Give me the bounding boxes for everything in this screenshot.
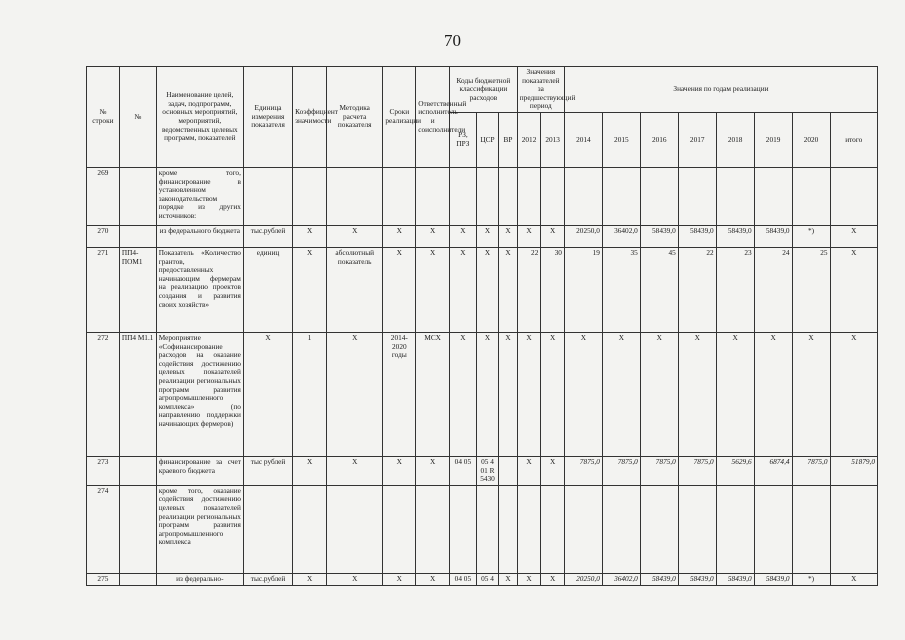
cell-v2012 [517, 485, 541, 573]
header-2012: 2012 [517, 112, 541, 167]
cell-csr: 05 4 [476, 573, 499, 585]
header-2020: 2020 [792, 112, 830, 167]
cell-vr: Х [499, 247, 517, 332]
cell-terms: Х [383, 573, 416, 585]
cell-v2014: 7875,0 [564, 456, 602, 485]
header-prev-period: Значения показателей за предшествующий период [517, 67, 564, 113]
cell-total: Х [830, 225, 878, 247]
cell-v2013: Х [541, 456, 565, 485]
cell-v2018: 5629,6 [716, 456, 754, 485]
cell-name: из федерального бюджета [156, 225, 243, 247]
header-rz: РЗ, ПРЗ [450, 112, 477, 167]
cell-vr [499, 456, 517, 485]
cell-v2019: 24 [754, 247, 792, 332]
cell-v2012: Х [517, 456, 541, 485]
cell-v2016: 45 [640, 247, 678, 332]
cell-v2015: Х [602, 332, 640, 456]
header-vr: ВР [499, 112, 517, 167]
cell-rz [450, 167, 477, 225]
cell-no [119, 485, 156, 573]
cell-v2020: 7875,0 [792, 456, 830, 485]
header-2017: 2017 [678, 112, 716, 167]
cell-method: абсолютный показатель [327, 247, 383, 332]
cell-v2020: *) [792, 573, 830, 585]
cell-v2015: 36402,0 [602, 573, 640, 585]
cell-v2017: 58439,0 [678, 573, 716, 585]
cell-rz: Х [450, 247, 477, 332]
cell-vr [499, 167, 517, 225]
cell-v2014: Х [564, 332, 602, 456]
cell-v2020: *) [792, 225, 830, 247]
cell-v2017 [678, 167, 716, 225]
cell-v2014: 19 [564, 247, 602, 332]
cell-total [830, 167, 878, 225]
cell-v2019: 58439,0 [754, 573, 792, 585]
cell-vr: Х [499, 225, 517, 247]
cell-coef: Х [293, 456, 327, 485]
cell-terms: Х [383, 247, 416, 332]
cell-name: Показатель «Количество грантов, предоставленных начинающим фермерам на реализацию проектов создания и развития своих хозяйств» [156, 247, 243, 332]
cell-method [327, 167, 383, 225]
header-terms: Сроки реализации [383, 67, 416, 168]
cell-unit: тыс.рублей [243, 573, 292, 585]
program-table [86, 66, 878, 586]
cell-v2018: Х [716, 332, 754, 456]
cell-method [327, 485, 383, 573]
cell-terms [383, 485, 416, 573]
cell-v2013: 30 [541, 247, 565, 332]
header-no: № [119, 67, 156, 168]
cell-v2017: 22 [678, 247, 716, 332]
cell-v2014 [564, 167, 602, 225]
cell-exec: Х [416, 573, 450, 585]
table-row [87, 167, 878, 225]
cell-rz: 04 05 [450, 573, 477, 585]
cell-no [119, 225, 156, 247]
cell-v2013: Х [541, 573, 565, 585]
cell-v2013 [541, 485, 565, 573]
cell-row: 272 [87, 332, 120, 456]
header-method: Методика расчета показателя [327, 67, 383, 168]
header-2013: 2013 [541, 112, 565, 167]
table-body [87, 167, 878, 585]
cell-v2017 [678, 485, 716, 573]
cell-name: кроме того, оказание содействия достижению целевых показателей реализации региональных программ развития агропромышленного комплекса [156, 485, 243, 573]
cell-v2013: Х [541, 332, 565, 456]
cell-total: 51879,0 [830, 456, 878, 485]
header-executor: Ответственный исполнитель и соисполнители [416, 67, 450, 168]
cell-total [830, 485, 878, 573]
cell-no: ПП4 М1.1 [119, 332, 156, 456]
header-2018: 2018 [716, 112, 754, 167]
cell-terms: Х [383, 456, 416, 485]
cell-exec: МСХ [416, 332, 450, 456]
cell-v2019: Х [754, 332, 792, 456]
cell-v2017: 58439,0 [678, 225, 716, 247]
table-row [87, 225, 878, 247]
cell-method: Х [327, 225, 383, 247]
cell-v2019: 6874,4 [754, 456, 792, 485]
header-by-years: Значения по годам реализации [564, 67, 877, 113]
cell-v2012 [517, 167, 541, 225]
cell-coef: Х [293, 225, 327, 247]
cell-coef [293, 485, 327, 573]
cell-exec [416, 485, 450, 573]
cell-row: 275 [87, 573, 120, 585]
cell-name: кроме того, финансирование в установленном законодательством порядке из других источников: [156, 167, 243, 225]
header-total: итого [830, 112, 878, 167]
cell-name: Мероприятие «Софинансирование расходов на оказание содействия достижению целевых показателей реализации региональных программ развития агропромышленного комплекса» (по направлению поддержки начинающих фермеров) [156, 332, 243, 456]
cell-exec: Х [416, 247, 450, 332]
cell-method: Х [327, 456, 383, 485]
cell-unit: тыс рублей [243, 456, 292, 485]
header-coef: Коэффициент значимости [293, 67, 327, 168]
cell-coef: Х [293, 573, 327, 585]
table-row [87, 485, 878, 573]
cell-total: Х [830, 247, 878, 332]
cell-v2017: Х [678, 332, 716, 456]
cell-v2018 [716, 485, 754, 573]
cell-v2016: Х [640, 332, 678, 456]
header-csr: ЦСР [476, 112, 499, 167]
cell-row: 273 [87, 456, 120, 485]
cell-v2019: 58439,0 [754, 225, 792, 247]
cell-v2013: Х [541, 225, 565, 247]
cell-exec [416, 167, 450, 225]
cell-v2015: 36402,0 [602, 225, 640, 247]
cell-v2016: 58439,0 [640, 573, 678, 585]
cell-v2015 [602, 485, 640, 573]
table-row [87, 332, 878, 456]
cell-v2015 [602, 167, 640, 225]
cell-unit: единиц [243, 247, 292, 332]
cell-v2012: Х [517, 573, 541, 585]
cell-rz: Х [450, 225, 477, 247]
cell-v2018 [716, 167, 754, 225]
header-row-no: № строки [87, 67, 120, 168]
cell-v2016 [640, 485, 678, 573]
cell-vr: Х [499, 573, 517, 585]
cell-rz: Х [450, 332, 477, 456]
cell-v2020 [792, 485, 830, 573]
cell-v2015: 35 [602, 247, 640, 332]
cell-v2014: 20250,0 [564, 573, 602, 585]
cell-coef [293, 167, 327, 225]
cell-exec: Х [416, 225, 450, 247]
cell-v2018: 58439,0 [716, 225, 754, 247]
cell-total: Х [830, 573, 878, 585]
cell-csr [476, 485, 499, 573]
cell-csr: Х [476, 332, 499, 456]
cell-v2020: Х [792, 332, 830, 456]
header-2014: 2014 [564, 112, 602, 167]
cell-v2016: 7875,0 [640, 456, 678, 485]
cell-name: финансирование за счет краевого бюджета [156, 456, 243, 485]
cell-csr: Х [476, 247, 499, 332]
cell-v2018: 23 [716, 247, 754, 332]
cell-vr [499, 485, 517, 573]
cell-v2012: 22 [517, 247, 541, 332]
cell-method: Х [327, 573, 383, 585]
cell-csr: Х [476, 225, 499, 247]
cell-v2019 [754, 485, 792, 573]
cell-no [119, 573, 156, 585]
cell-csr: 05 4 01 R 5430 [476, 456, 499, 485]
cell-exec: Х [416, 456, 450, 485]
cell-v2014 [564, 485, 602, 573]
cell-row: 271 [87, 247, 120, 332]
cell-vr: Х [499, 332, 517, 456]
table-row [87, 456, 878, 485]
cell-terms: Х [383, 225, 416, 247]
cell-csr [476, 167, 499, 225]
cell-coef: 1 [293, 332, 327, 456]
cell-rz: 04 05 [450, 456, 477, 485]
cell-row: 274 [87, 485, 120, 573]
cell-total: Х [830, 332, 878, 456]
cell-unit: тыс.рублей [243, 225, 292, 247]
cell-v2019 [754, 167, 792, 225]
cell-v2012: Х [517, 332, 541, 456]
cell-v2020: 25 [792, 247, 830, 332]
cell-v2016 [640, 167, 678, 225]
cell-method: Х [327, 332, 383, 456]
cell-v2014: 20250,0 [564, 225, 602, 247]
header-name: Наименование целей, задач, подпрограмм, основных мероприятий, мероприятий, ведомственных целевых программ, показателей [156, 67, 243, 168]
table-row [87, 247, 878, 332]
cell-terms [383, 167, 416, 225]
cell-name: из федерально- [156, 573, 243, 585]
cell-v2016: 58439,0 [640, 225, 678, 247]
cell-row: 269 [87, 167, 120, 225]
header-2019: 2019 [754, 112, 792, 167]
cell-coef: Х [293, 247, 327, 332]
page-number: 70 [444, 31, 461, 50]
cell-no [119, 167, 156, 225]
cell-unit [243, 485, 292, 573]
cell-v2015: 7875,0 [602, 456, 640, 485]
cell-row: 270 [87, 225, 120, 247]
cell-terms: 2014-2020 годы [383, 332, 416, 456]
cell-v2017: 7875,0 [678, 456, 716, 485]
cell-rz [450, 485, 477, 573]
header-2016: 2016 [640, 112, 678, 167]
cell-unit [243, 167, 292, 225]
header-unit: Единица измерения показателя [243, 67, 292, 168]
cell-no: ПП4-ПОМ1 [119, 247, 156, 332]
cell-v2018: 58439,0 [716, 573, 754, 585]
cell-unit: Х [243, 332, 292, 456]
cell-v2012: Х [517, 225, 541, 247]
header-2015: 2015 [602, 112, 640, 167]
cell-v2020 [792, 167, 830, 225]
table-row [87, 573, 878, 585]
cell-no [119, 456, 156, 485]
program-table-wrapper [86, 66, 878, 602]
cell-v2013 [541, 167, 565, 225]
header-budget-codes: Коды бюджетной классификации расходов [450, 67, 518, 113]
